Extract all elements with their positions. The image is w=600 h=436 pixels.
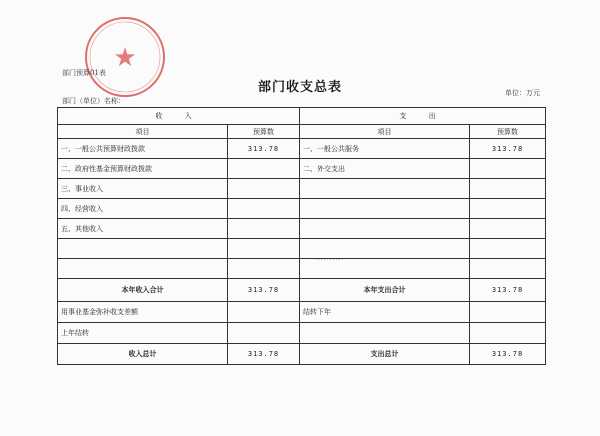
prior-carry-value (228, 322, 300, 343)
dotted-mark: .......... (315, 255, 345, 262)
income-section-header: 收 入 (58, 108, 300, 125)
expense-section-header: 支 出 (300, 108, 546, 125)
income-item-label: 三、事业收入 (58, 179, 228, 199)
expense-budget-value (470, 258, 546, 278)
income-budget-value (228, 159, 300, 179)
income-item-label (58, 258, 228, 278)
form-code: 部门预算01表 (62, 69, 106, 77)
expense-budget-value (470, 179, 546, 199)
fund-gap-label: 用事业基金弥补收支差额 (58, 301, 228, 322)
blank-value (470, 322, 546, 343)
income-budget-value (228, 258, 300, 278)
grand-expense-label: 支出总计 (300, 343, 470, 364)
expense-item-label (300, 199, 470, 219)
unit-name-line: 部门（单位）名称： (62, 97, 125, 105)
grand-income-label: 收入总计 (58, 343, 228, 364)
grand-expense-value: 313.78 (470, 343, 546, 364)
income-expense-table (57, 107, 546, 365)
income-budget-value (228, 219, 300, 239)
svg-text:★: ★ (113, 43, 137, 73)
expense-item-label: 一、一般公共服务 (300, 139, 470, 159)
income-item-label (58, 239, 228, 259)
fund-gap-value (228, 301, 300, 322)
income-budget-header: 预算数 (228, 124, 300, 139)
expense-budget-value (470, 159, 546, 179)
expense-budget-value (470, 199, 546, 219)
income-budget-value (228, 239, 300, 259)
table-row (58, 159, 546, 179)
grand-total-row (58, 343, 546, 364)
carry-forward-next-value (470, 301, 546, 322)
expense-total-value: 313.78 (470, 278, 546, 301)
annual-total-row (58, 278, 546, 301)
grand-income-value: 313.78 (228, 343, 300, 364)
expense-total-label: 本年支出合计 (300, 278, 470, 301)
currency-unit: 单位：万元 (505, 89, 540, 97)
income-item-header: 项目 (58, 124, 228, 139)
expense-budget-value (470, 239, 546, 259)
expense-budget-value (470, 219, 546, 239)
income-total-value: 313.78 (228, 278, 300, 301)
table-row (58, 199, 546, 219)
table-row (58, 258, 546, 278)
expense-item-label (300, 179, 470, 199)
income-item-label: 二、政府性基金预算财政拨款 (58, 159, 228, 179)
prior-carry-row (58, 322, 546, 343)
table-row (58, 219, 546, 239)
column-header-row (58, 124, 546, 139)
expense-item-header: 项目 (300, 124, 470, 139)
expense-budget-value: 313.78 (470, 139, 546, 159)
prior-carry-label: 上年结转 (58, 322, 228, 343)
table-row (58, 139, 546, 159)
table-row (58, 179, 546, 199)
section-header-row (58, 108, 546, 125)
page-title: 部门收支总表 (257, 80, 342, 95)
carry-forward-next-label: 结转下年 (300, 301, 470, 322)
income-budget-value (228, 199, 300, 219)
expense-budget-header: 预算数 (470, 124, 546, 139)
fund-gap-row (58, 301, 546, 322)
expense-item-label (300, 219, 470, 239)
income-budget-value (228, 179, 300, 199)
blank-label (300, 322, 470, 343)
income-budget-value: 313.78 (228, 139, 300, 159)
income-item-label: 五、其他收入 (58, 219, 228, 239)
income-item-label: 四、经营收入 (58, 199, 228, 219)
income-item-label: 一、一般公共预算财政拨款 (58, 139, 228, 159)
table-row (58, 239, 546, 259)
income-total-label: 本年收入合计 (58, 278, 228, 301)
expense-item-label: 二、外交支出 (300, 159, 470, 179)
